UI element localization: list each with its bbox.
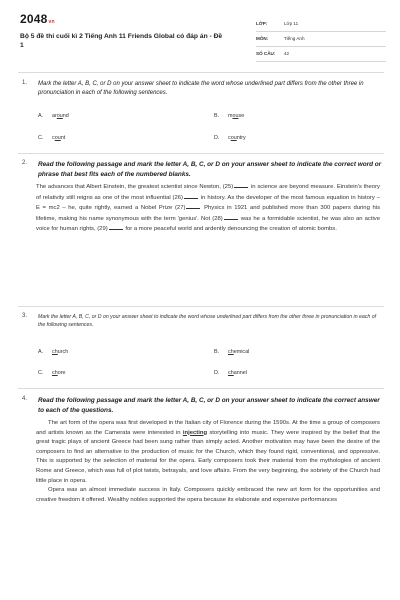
question-number: 2. — [22, 160, 28, 166]
question-1 — [18, 80, 386, 160]
question-4 — [18, 396, 386, 420]
highlighted-word: injecting — [182, 429, 208, 436]
page-header — [0, 0, 400, 62]
option-b[interactable]: B. chemical — [214, 349, 250, 355]
meta-value: 42 — [284, 51, 290, 56]
meta-label: SỐ CÂU: — [256, 51, 276, 56]
question-instruction: Mark the letter A, B, C, or D on your answer sheet to indicate the word whose underlined part differs from the other three in pronunciation in each of the following sentences. — [38, 314, 377, 328]
question-number: 3. — [22, 313, 28, 319]
passage-paragraph-1: The art form of the opera was first developed in the Italian city of Florence during the 1590s. At the time a group of composers and artists known as the Camerata were interested in injecting storytelling into music. They were inspired by the belief that the great tragic plays of ancient Greece had been sung rather than simply acted. Another motivation may have been the desire of the composers to find an alternative to the production of music for the Church, which they found rigid, conventional, and oppressive. This is supported by the selection of material for the opera. Early composers took their material from the mythologies of ancient Rome and Greece, which was full of plot twists, betrayals, and love affairs. From the very beginning, the sobriety of the Church had little place in opera. — [36, 420, 380, 484]
question-number: 1. — [22, 80, 28, 86]
meta-label: MÔN: — [256, 36, 269, 41]
meta-value: Tiếng Anh — [284, 36, 305, 41]
divider — [18, 153, 384, 154]
option-a[interactable]: A. church — [38, 349, 69, 355]
answer-blank-26[interactable] — [184, 193, 198, 199]
divider — [18, 388, 384, 389]
divider — [18, 72, 384, 73]
question-instruction: Read the following passage and mark the letter A, B, C, or D on your answer sheet to indicate the correct answer to each of the questions. — [38, 397, 380, 414]
meta-value: Lớp 11 — [284, 21, 299, 26]
meta-label: LỚP: — [256, 21, 268, 26]
passage-einstein: The advances that Albert Einstein, the greatest scientist since Newton, (25) in science are beyond measure. Einstein's theory of relativity still reigns as one of the most influential (26) in history. As the developer of the most famous equation in history – E = mc2 – he, quite rightly, earned a Nobel Prize (27) Physics in 1921 and published more than 300 papers during his lifetime, making his name synonymous with the term 'genius'. Not (28) was he a formidable scientist, he was also an active voice for human rights, (29) for a more peaceful world and ardently denouncing the creation of atomic bombs. — [36, 184, 381, 233]
option-d[interactable]: D. channel — [214, 370, 247, 376]
site-logo[interactable]: 2048vn — [20, 12, 55, 26]
answer-blank-28[interactable] — [224, 214, 238, 220]
divider — [18, 306, 384, 307]
option-b[interactable]: B. mouse — [214, 113, 245, 119]
document-title: Bộ 5 đề thi cuối kì 2 Tiếng Anh 11 Friends Global có đáp án - Đề 1 — [20, 33, 223, 49]
meta-count-row — [256, 47, 386, 62]
question-3 — [18, 313, 386, 383]
option-c[interactable]: C. chore — [38, 370, 66, 376]
passage-paragraph-2: Opera was an almost immediate success in Italy. Composers quickly embraced the new art form for the opportunities and creative freedom it offered. Wealthy nobles supported the opera because its elaborate and expensive performances — [36, 487, 380, 503]
question-instruction: Mark the letter A, B, C, or D on your answer sheet to indicate the word whose underlined part differs from the other three in pronunciation in each of the following sentences. — [38, 81, 364, 96]
question-instruction: Read the following passage and mark the letter A, B, C, or D on your answer sheet to indicate the correct word or phrase that best fits each of the numbered blanks. — [38, 161, 382, 178]
option-d[interactable]: D. country — [214, 135, 246, 141]
option-a[interactable]: A. around — [38, 113, 69, 119]
option-c[interactable]: C. count — [38, 135, 66, 141]
meta-subject-row — [256, 32, 386, 47]
answer-blank-29[interactable] — [109, 224, 123, 230]
answer-blank-25[interactable] — [234, 182, 248, 188]
answer-blank-27[interactable] — [186, 203, 200, 209]
question-number: 4. — [22, 396, 28, 402]
exam-meta — [256, 17, 386, 62]
passage-opera — [36, 419, 380, 505]
meta-class-row — [256, 17, 386, 32]
